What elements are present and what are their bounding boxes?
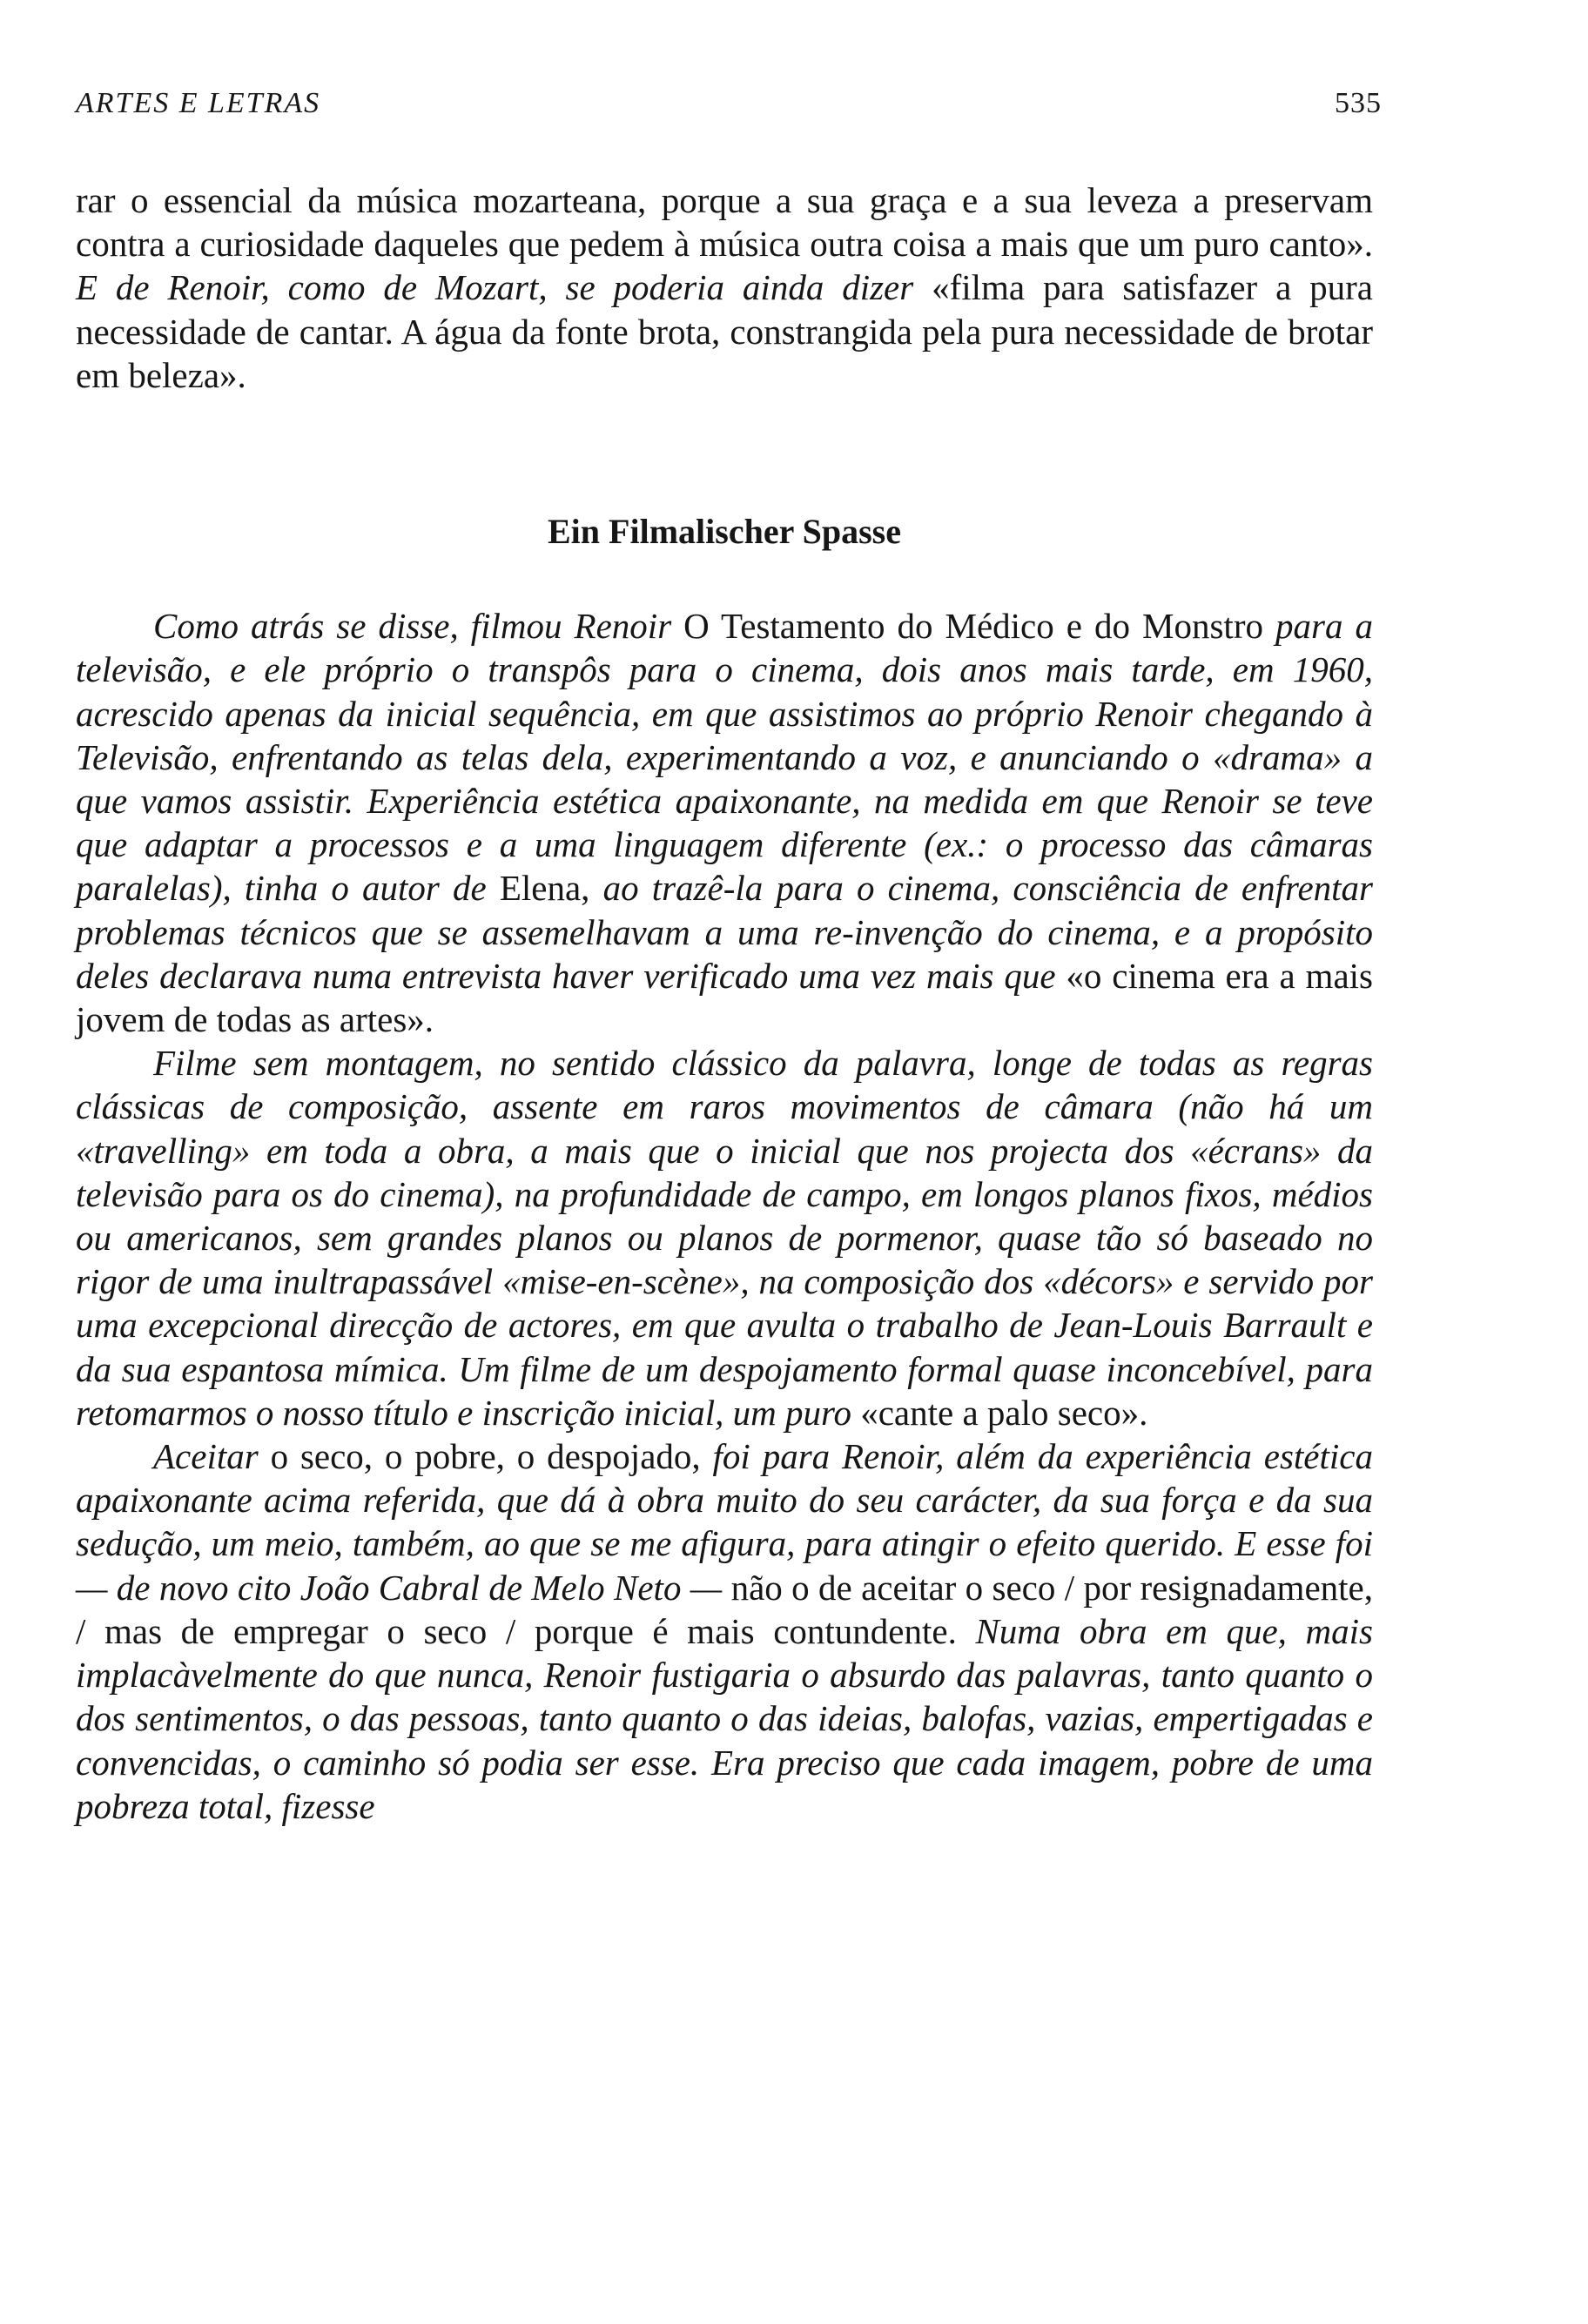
paragraph [76,1434,1373,1828]
text-run: «o cinema era a mais jovem de todas as artes». [76,955,1373,1040]
text-run-italic: Filme sem montagem, no sentido clássico da palavra, longe de todas as regras clássicas de composição, assente em raros movimentos de câmara (não há um «travelling» em toda a obra, a mais que o inicial que nos projecta dos «écrans» da televisão para os do cinema), na profundidade de campo, em longos planos fixos, médios ou americanos, sem grandes planos ou planos de pormenor, quase tão só baseado no rigor de uma inultrapassável «mise-en-scène», na composição dos «décors» e servido por uma excepcional direcção de actores, em que avulta o trabalho de Jean-Louis Barrault e da sua espantosa mímica. Um filme de um despojamento formal quase inconcebível, para retomarmos o nosso título e inscrição inicial, um puro [76,1043,1373,1433]
text-run: «cante a palo seco». [860,1392,1148,1433]
text-run-italic: ao trazê-la para o cinema, consciência de enfrentar problemas técnicos que se assemelhavam a uma re-invenção do cinema, e a propósito deles declarava numa entrevista haver verificado uma vez mais que [76,868,1373,996]
text-run-italic: foi para Renoir, além da experiência estética apaixonante acima referida, que dá à obra muito do seu carácter, da sua força e da sua sedução, um meio, também, ao que se me afigura, para atingir o efeito querido. E esse foi — de novo cito João Cabral de Melo Neto — [76,1436,1373,1608]
text-run-italic: Aceitar [153,1436,271,1477]
text-run: «filma para satisfazer a pura necessidade de cantar. A água da fonte brota, constrangida pela pura necessidade de brotar em beleza». [76,267,1373,395]
text-run-italic: E de Renoir, como de Mozart, se poderia ainda dizer [76,267,932,308]
page-number: 535 [1335,87,1382,119]
section-heading: Ein Filmalischer Spasse [548,512,901,552]
body-text [76,178,1373,1828]
text-run: O Testamento do Médico e do Monstro [683,606,1275,647]
page-header [76,87,1382,120]
running-title: ARTES E LETRAS [76,87,321,119]
text-run-italic: Numa obra em que, mais implacàvelmente do que nunca, Renoir fustigaria o absurdo das palavras, tanto quanto o dos sentimentos, o das pessoas, tanto quanto o das ideias, balofas, vazias, empertigadas e convencidas, o caminho só podia ser esse. Era preciso que cada imagem, pobre de uma pobreza total, fizesse [76,1610,1373,1826]
paragraph [76,1041,1373,1434]
text-run: Elena, [499,868,603,909]
text-run: o seco, o pobre, o despojado, [270,1436,713,1477]
text-run: rar o essencial da música mozarteana, porque a sua graça e a sua leveza a preservam contra a curiosidade daqueles que pedem à música outra coisa a mais que um puro canto». [76,180,1373,265]
paragraph [76,178,1373,397]
paragraph [76,604,1373,1041]
text-run: não o de aceitar o seco / por resignadamente, / mas de empregar o seco / porque é mais contundente. [76,1567,1373,1651]
text-run-italic: para a televisão, e ele próprio o transpôs para o cinema, dois anos mais tarde, em 1960, acrescido apenas da inicial sequência, em que assistimos ao próprio Renoir chegando à Televisão, enfrentando as telas dela, experimentando a voz, e anunciando o «drama» a que vamos assistir. Experiência estética apaixonante, na medida em que Renoir se teve que adaptar a processos e a uma linguagem diferente (ex.: o processo das câmaras paralelas), tinha o autor de [76,606,1373,909]
text-run-italic: Como atrás se disse, filmou Renoir [153,606,684,647]
